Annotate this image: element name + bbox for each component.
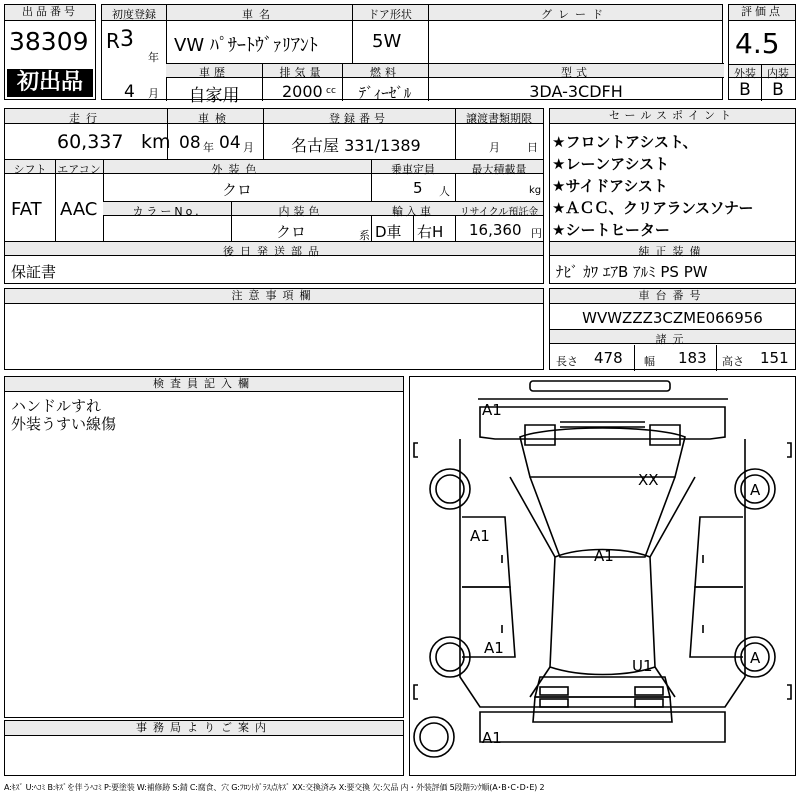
office-label: 事務局よりご案内: [5, 721, 403, 736]
sales-point-3: ★サイドアシスト: [552, 177, 668, 195]
mark-left-front-door: A1: [470, 527, 490, 545]
sales-point-5: ★シートヒーター: [552, 221, 670, 239]
transfer-label: 譲渡書類期限: [466, 112, 532, 125]
displacement: 2000: [282, 82, 323, 101]
width-value: 183: [678, 349, 707, 367]
month-unit: 月: [148, 87, 159, 100]
spec-label: 諸元: [655, 333, 690, 346]
lot-number: 38309: [9, 27, 89, 56]
length-value: 478: [594, 349, 623, 367]
equipment-label: 純正装備: [638, 245, 707, 258]
chassis-number: WVWZZZ3CZME066956: [582, 309, 763, 327]
fuel-label: 燃料: [370, 66, 400, 79]
handle-side: 右H: [417, 223, 444, 241]
ac-label: エアコン: [57, 163, 101, 176]
capacity-value: 5: [413, 179, 423, 197]
first-reg-year: 3: [120, 27, 134, 52]
mark-left-rear: A1: [484, 639, 504, 657]
int-grade-label: 内装: [767, 67, 789, 80]
transfer-month-unit: 月: [489, 141, 500, 154]
score-label: 評価点: [729, 5, 795, 21]
mark-rear-bumper: A1: [482, 729, 502, 747]
mark-rear-right-wheel: A: [750, 649, 761, 667]
office-box: [4, 720, 404, 776]
import-type: D車: [375, 223, 402, 241]
int-grade: B: [772, 80, 784, 100]
transfer-day-unit: 日: [527, 141, 538, 154]
mileage-value: 60,337: [57, 131, 124, 153]
recycle-label: リサイクル預託金: [459, 207, 539, 218]
notes-box: [4, 288, 544, 370]
color-no-label: カラーNo.: [132, 205, 202, 218]
sales-points-box: [549, 108, 796, 284]
grade-label: グレード: [541, 8, 609, 21]
fuel-type: ﾃﾞｨｰｾﾞﾙ: [358, 84, 412, 102]
lot-number-label: 出品番号: [5, 5, 95, 21]
later-parts-value: 保証書: [11, 263, 57, 281]
lot-number-box: [4, 4, 96, 100]
displacement-label: 排気量: [279, 66, 325, 79]
inspector-label: 検査員記入欄: [5, 377, 403, 392]
door-type: 5W: [372, 31, 402, 52]
int-color-value: クロ: [275, 223, 306, 241]
ext-grade-label: 外装: [734, 67, 756, 80]
inspection-year: 08: [179, 133, 201, 153]
length-label: 長さ: [556, 355, 578, 368]
first-listing-badge: 初出品: [7, 69, 93, 97]
shift-label: シフト: [13, 163, 47, 176]
max-load-label: 最大積載量: [471, 163, 527, 176]
mark-hood: XX: [638, 471, 659, 489]
vehicle-summary: [101, 4, 723, 106]
inspection-month: 04: [219, 133, 241, 153]
door-label: ドア形状: [368, 8, 412, 21]
mileage-label: 走行: [69, 112, 103, 125]
vehicle-history: 自家用: [188, 86, 240, 106]
equipment-list: ﾅﾋﾞ ｶﾜ ｴｱB ｱﾙﾐ PS PW: [556, 263, 708, 281]
insp-month-unit: 月: [243, 141, 254, 154]
chassis-box: [549, 288, 796, 370]
int-color-suffix: 系: [359, 229, 370, 242]
mark-front-top: A1: [482, 401, 502, 419]
first-reg-era: R: [106, 29, 120, 53]
int-color-label: 内装色: [278, 205, 324, 218]
reg-no-label: 登録番号: [329, 112, 389, 125]
capacity-label: 乗車定員: [391, 163, 435, 176]
sales-point-1: ★フロントアシスト、: [552, 133, 698, 151]
ext-grade: B: [739, 80, 751, 100]
ext-color-label: 外装色: [211, 163, 263, 176]
car-outline-svg: [410, 377, 795, 775]
height-value: 151: [760, 349, 789, 367]
ext-color-value: クロ: [221, 181, 252, 199]
history-label: 車歴: [199, 66, 229, 79]
chassis-label: 車台番号: [550, 289, 795, 304]
car-name-label: 車名: [242, 8, 276, 21]
yen-unit: 円: [531, 227, 542, 240]
height-label: 高さ: [722, 355, 744, 368]
width-label: 幅: [644, 355, 655, 368]
inspection-label: 車検: [198, 112, 232, 125]
first-reg-label: 初度登録: [112, 8, 156, 21]
km-unit: km: [141, 131, 171, 153]
recycle-fee: 16,360: [469, 221, 522, 239]
first-reg-month: 4: [124, 82, 135, 102]
sales-point-2: ★レーンアシスト: [552, 155, 670, 173]
year-unit: 年: [148, 51, 159, 64]
person-unit: 人: [439, 185, 450, 198]
insp-year-unit: 年: [203, 141, 214, 154]
ac-value: AAC: [60, 199, 98, 220]
damage-legend: A:ｷｽﾞ U:ﾍｺﾐ B:ｷｽﾞを伴うﾍｺﾐ P:要塗装 W:補修跡 S:錆 C:腐食、穴 G:ﾌﾛﾝﾄｶﾞﾗｽ点ｷｽﾞ XX:交換済み X:要交換 欠:欠品 内・外装評価 5段階ﾗﾝｸ順(A･B･C･D･E) 2: [4, 783, 545, 792]
inspector-note-1: ハンドルすれ: [11, 397, 102, 415]
mark-roof: A1: [594, 547, 614, 565]
sales-point-4: ★ＡＣＣ、クリアランスソナー: [552, 199, 753, 217]
mark-rear-gate: U1: [632, 657, 653, 675]
car-name: VW ﾊﾟｻｰﾄｳﾞｧﾘｱﾝﾄ: [174, 35, 318, 56]
kg-unit: kg: [529, 185, 542, 196]
registration-number: 名古屋 331/1389: [291, 136, 421, 155]
mark-front-right-wheel: A: [750, 481, 761, 499]
notes-label: 注意事項欄: [5, 289, 543, 304]
details-block: [4, 108, 544, 284]
model-code: 3DA-3CDFH: [529, 82, 623, 101]
shift-value: FAT: [11, 199, 42, 220]
later-parts-label: 後日発送部品: [223, 245, 325, 258]
score-box: [728, 4, 796, 100]
sales-points-label: セールスポイント: [550, 109, 795, 124]
import-label: 輸入車: [392, 205, 434, 218]
inspector-box: [4, 376, 404, 718]
cc-unit: cc: [326, 86, 336, 96]
inspector-note-2: 外装うすい線傷: [11, 415, 117, 433]
car-diagram: [409, 376, 796, 776]
score-value: 4.5: [735, 27, 780, 60]
model-label: 型式: [561, 66, 591, 79]
